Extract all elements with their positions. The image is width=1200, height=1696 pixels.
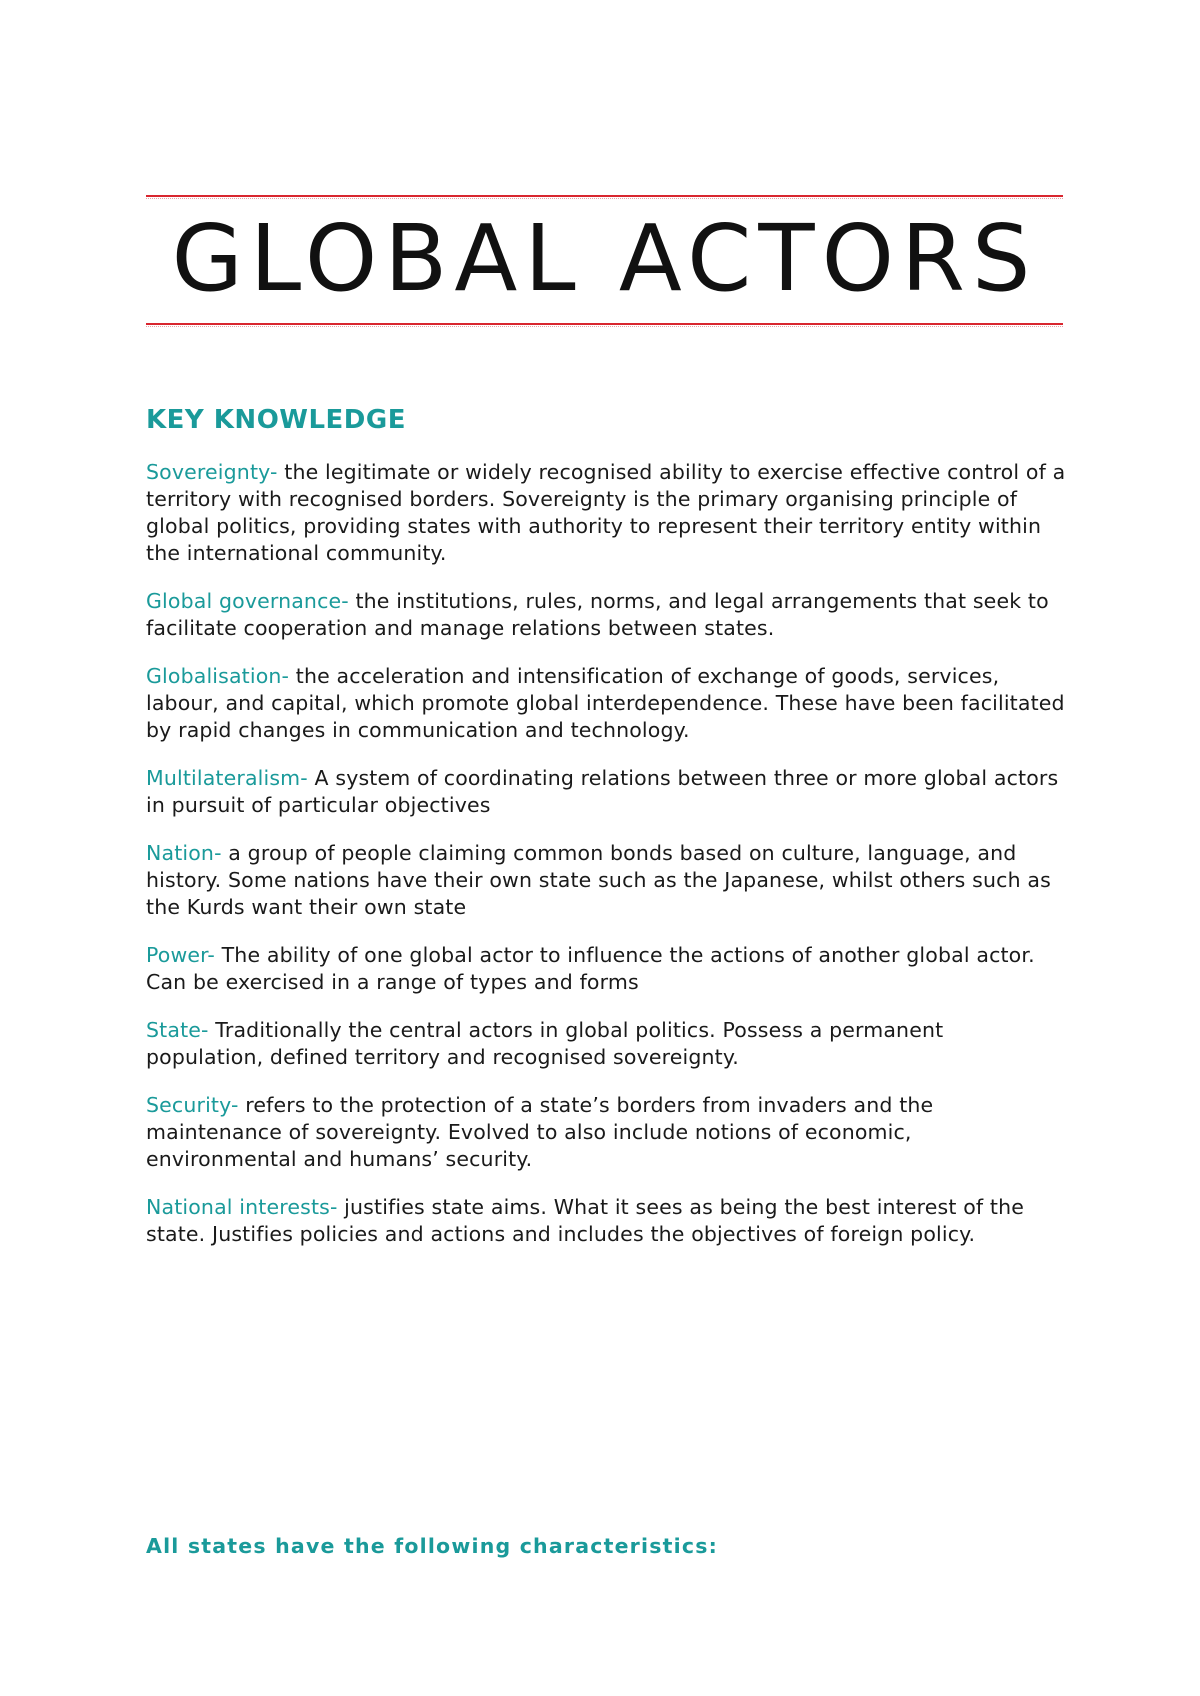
glossary-term: Security- <box>146 1093 239 1117</box>
glossary-entry-security <box>146 1092 1066 1173</box>
glossary-entry-national-interests <box>146 1194 1066 1248</box>
glossary-term: State- <box>146 1018 209 1042</box>
title-top-rule <box>146 195 1063 197</box>
title-bottom-rule <box>146 323 1063 325</box>
glossary-definition: Traditionally the central actors in global politics. Possess a permanent population, defined territory and recognised sovereignty. <box>146 1018 944 1069</box>
glossary-entry-power <box>146 942 1066 996</box>
glossary-entry-sovereignty <box>146 459 1066 567</box>
glossary-entry-state <box>146 1017 1066 1071</box>
glossary-definition: the acceleration and intensification of exchange of goods, services, labour, and capital, which promote global interdependence. These have been facilitated by rapid changes in communication and technology. <box>146 664 1065 742</box>
glossary-term: Globalisation- <box>146 664 290 688</box>
glossary-entry-global-governance <box>146 588 1066 642</box>
glossary-term: Multilateralism- <box>146 766 308 790</box>
glossary-definition: The ability of one global actor to influence the actions of another global actor. Can be exercised in a range of types and forms <box>146 943 1035 994</box>
glossary-entry-nation <box>146 840 1066 921</box>
glossary-entry-globalisation <box>146 663 1066 744</box>
key-knowledge-heading: KEY KNOWLEDGE <box>146 405 406 435</box>
page-title: GLOBAL ACTORS <box>171 205 1038 312</box>
glossary-definition: justifies state aims. What it sees as being the best interest of the state. Justifies policies and actions and includes the objectives of foreign policy. <box>146 1195 1025 1246</box>
glossary-definition: refers to the protection of a state’s borders from invaders and the maintenance of sovereignty. Evolved to also include notions of economic, environmental and humans’ security. <box>146 1093 934 1171</box>
glossary-definition: a group of people claiming common bonds based on culture, language, and history. Some nations have their own state such as the Japanese, whilst others such as the Kurds want their own state <box>146 841 1051 919</box>
characteristics-heading: All states have the following characteristics: <box>146 1534 719 1558</box>
glossary-definition: A system of coordinating relations between three or more global actors in pursuit of particular objectives <box>146 766 1059 817</box>
glossary-list <box>146 459 1066 1269</box>
glossary-term: Global governance- <box>146 589 349 613</box>
glossary-term: Sovereignty- <box>146 460 278 484</box>
glossary-definition: the institutions, rules, norms, and legal arrangements that seek to facilitate cooperation and manage relations between states. <box>146 589 1049 640</box>
glossary-term: Power- <box>146 943 215 967</box>
glossary-term: National interests- <box>146 1195 338 1219</box>
glossary-term: Nation- <box>146 841 222 865</box>
glossary-entry-multilateralism <box>146 765 1066 819</box>
glossary-definition: the legitimate or widely recognised ability to exercise effective control of a territory with recognised borders. Sovereignty is the primary organising principle of global politics, providing states with authority to represent their territory entity within the international community. <box>146 460 1066 565</box>
